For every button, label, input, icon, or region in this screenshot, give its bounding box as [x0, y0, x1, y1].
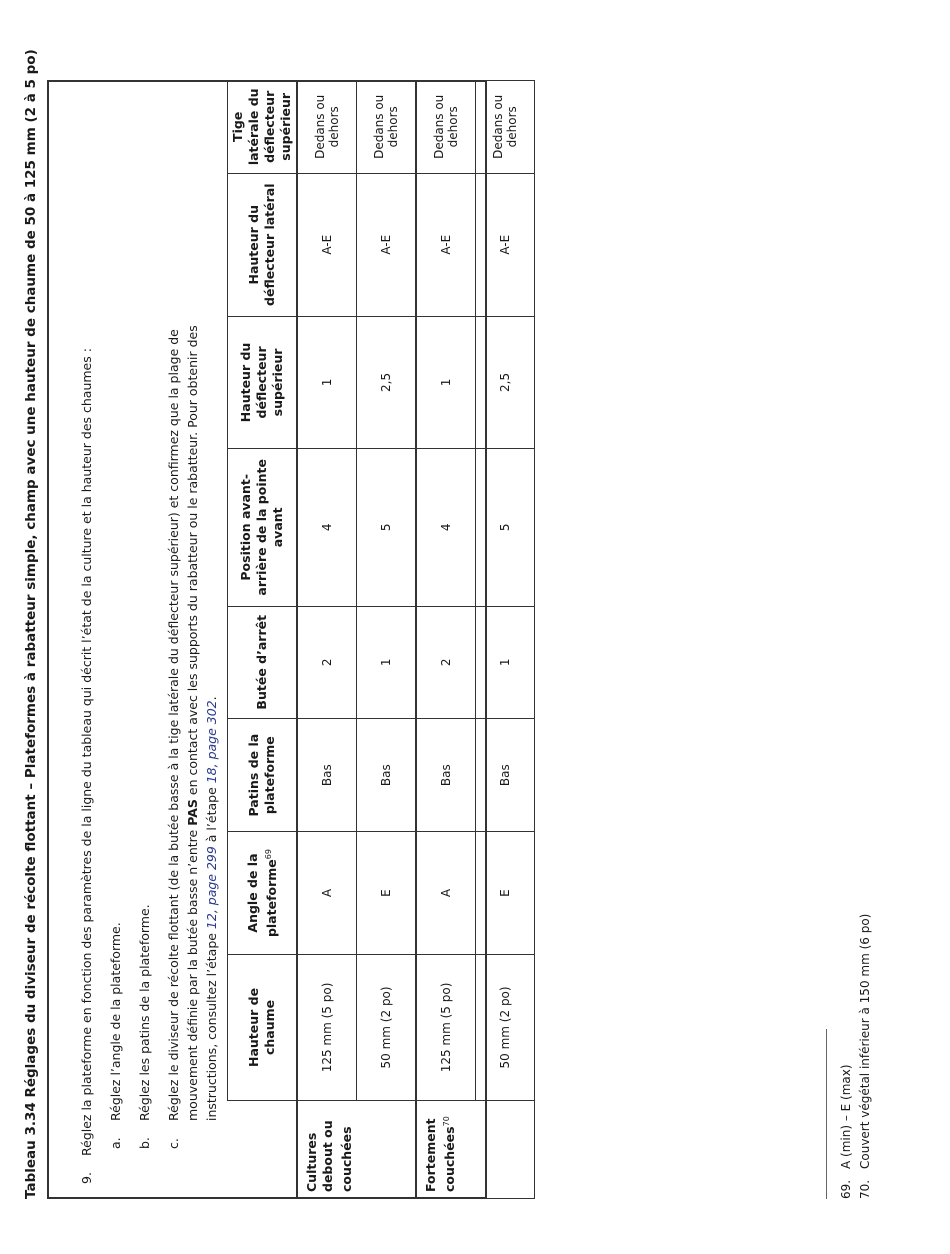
header-angle: Angle de la plateforme$^{69}$: [228, 832, 298, 954]
header-row: [228, 81, 298, 1199]
cell-side-rod: Dedans ou dehors: [476, 81, 535, 174]
cell-skids: Bas: [476, 718, 535, 831]
cell-upper-deflector: 2,5: [357, 316, 417, 448]
cell-side-rod: Dedans ou dehors: [416, 81, 476, 174]
cell-stubble: 125 mm (5 po): [416, 954, 476, 1101]
table-row: [297, 81, 357, 1199]
cell-stop: 1: [357, 606, 417, 718]
cell-stop: 2: [416, 606, 476, 718]
footnote-69: 69.A (min) – E (max): [839, 1064, 853, 1199]
cell-stop: 2: [297, 606, 357, 718]
cell-upper-deflector: 2,5: [476, 316, 535, 448]
cell-angle: A: [297, 832, 357, 954]
cell-stubble: 50 mm (2 po): [476, 954, 535, 1101]
header-side-rod: Tige latérale du déflecteur supérieur: [228, 81, 298, 174]
table-row: [416, 81, 476, 1199]
substep-b-letter: b.: [137, 1137, 152, 1149]
cell-angle: A: [416, 832, 476, 954]
footnote-70: 70.Couvert végétal inférieur à 150 mm (6 po): [858, 913, 872, 1199]
cell-angle: E: [476, 832, 535, 954]
header-stop: Butée d’arrêt: [228, 606, 298, 718]
xref-step-12[interactable]: 12, page 299: [204, 846, 219, 930]
table-row: [357, 81, 417, 1199]
group-label: Fortement couchées$^{70}$: [416, 1101, 535, 1199]
substep-a-letter: a.: [108, 1137, 123, 1149]
cell-fore-aft: 5: [476, 449, 535, 607]
cell-upper-deflector: 1: [416, 316, 476, 448]
substep-c-text: Réglez le diviseur de récolte flottant (de la butée basse à la tige latérale du déflecteur supérieur) et confirmez que la plage de mouvement définie par la butée basse n’entre PAS en contact avec les supports du rabatteur ou le rabatteur. Pour obtenir des instructions, consultez l’étape 12, page 299 à l’étape 18, page 302.: [166, 325, 219, 1121]
cell-fore-aft: 5: [357, 449, 417, 607]
cell-stubble: 125 mm (5 po): [297, 954, 357, 1101]
footnote-divider: [826, 1029, 827, 1199]
cell-angle: E: [357, 832, 417, 954]
cell-skids: Bas: [297, 718, 357, 831]
cell-side-rod: Dedans ou dehors: [357, 81, 417, 174]
emphasis-pas: PAS: [185, 799, 200, 826]
cell-side-deflector: A-E: [297, 173, 357, 316]
cell-fore-aft: 4: [416, 449, 476, 607]
step-number: 9.: [79, 1172, 94, 1184]
substep-b-text: Réglez les patins de la plateforme.: [137, 904, 152, 1121]
cell-side-deflector: A-E: [476, 173, 535, 316]
cell-side-deflector: A-E: [416, 173, 476, 316]
cell-stubble: 50 mm (2 po): [357, 954, 417, 1101]
cell-upper-deflector: 1: [297, 316, 357, 448]
cell-side-rod: Dedans ou dehors: [297, 81, 357, 174]
cell-side-deflector: A-E: [357, 173, 417, 316]
xref-step-18[interactable]: 18, page 302: [204, 700, 219, 784]
substep-c-letter: c.: [166, 1138, 181, 1149]
header-fore-aft: Position avant-arrière de la pointe avant: [228, 449, 298, 607]
corner-cell: [228, 1101, 298, 1199]
substep-a-text: Réglez l’angle de la plateforme.: [108, 922, 123, 1121]
table-title: Tableau 3.34 Réglages du diviseur de récolte flottant – Plateformes à rabatteur simple, champ avec une hauteur de chaume de 50 à 125 mm (2 à 5 po): [23, 49, 39, 1199]
settings-table: [227, 80, 535, 1199]
cell-stop: 1: [476, 606, 535, 718]
cell-fore-aft: 4: [297, 449, 357, 607]
header-skids: Patins de la plateforme: [228, 718, 298, 831]
header-side-deflector: Hauteur du déflecteur latéral: [228, 173, 298, 316]
cell-skids: Bas: [357, 718, 417, 831]
step-text: Réglez la plateforme en fonction des paramètres de la ligne du tableau qui décrit l’état de la culture et la hauteur des chaumes :: [79, 348, 94, 1156]
group-label: Cultures debout ou couchées: [297, 1101, 416, 1199]
cell-skids: Bas: [416, 718, 476, 831]
table-row: [476, 81, 535, 1199]
header-upper-deflector: Hauteur du déflecteur supérieur: [228, 316, 298, 448]
header-stubble: Hauteur de chaume: [228, 954, 298, 1101]
